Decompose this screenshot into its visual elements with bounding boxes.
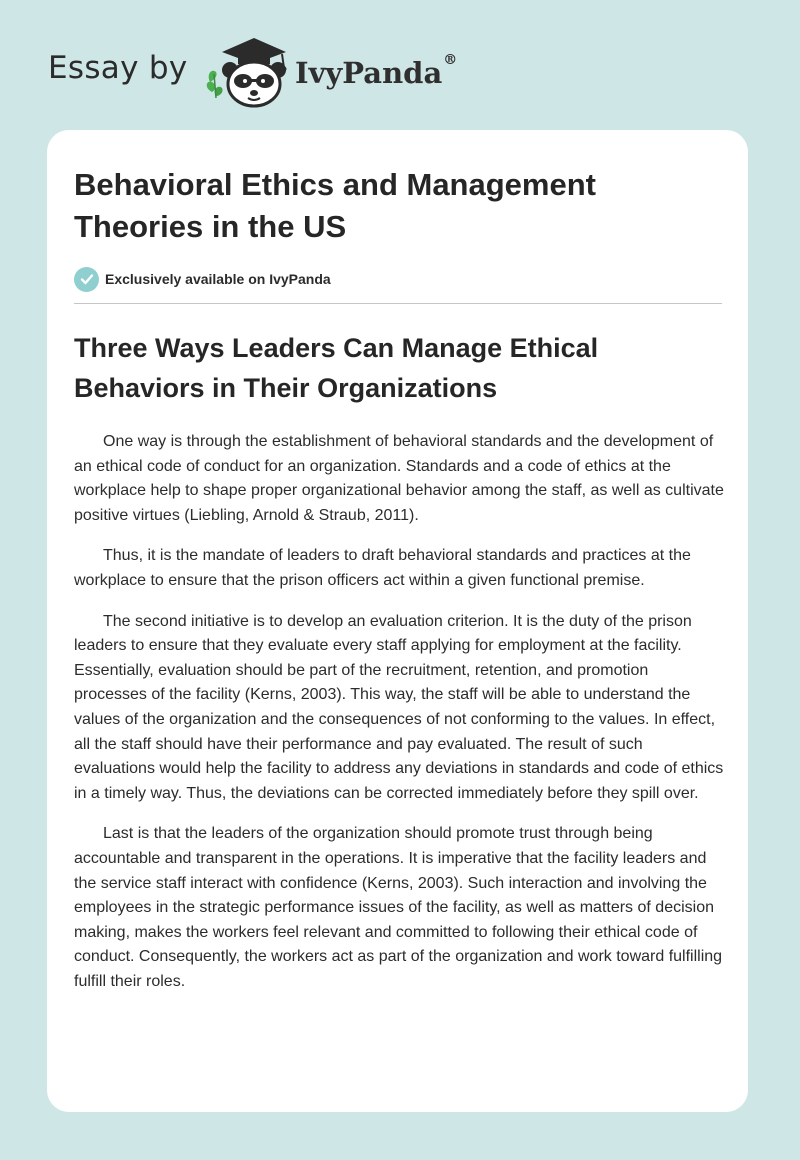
divider [74, 303, 722, 304]
section-heading: Three Ways Leaders Can Manage Ethical Behaviors in Their Organizations [74, 333, 599, 403]
paragraph: One way is through the establishment of behavioral standards and the development of an ethical code of conduct for an organization. Standards and a code of ethics at the workplace help to shape proper organizational behavior among the staff, as well as cultivate positive virtues (Liebling, Arnold & Straub, 2011). [74, 433, 724, 524]
registered-mark: ® [443, 52, 458, 68]
essay-title: Behavioral Ethics and Management Theories in the US [74, 167, 596, 244]
essay-card [47, 130, 748, 1112]
exclusive-label: Exclusively available on IvyPanda [105, 271, 331, 287]
site-header [48, 30, 508, 110]
exclusive-badge [74, 266, 722, 292]
panda-graduate-icon[interactable] [202, 34, 298, 110]
essay-by-label: Essay by [48, 50, 188, 86]
paragraph: Thus, it is the mandate of leaders to draft behavioral standards and practices at the workplace to ensure that the prison officers act within a given functional premise. [74, 547, 691, 589]
paragraph: The second initiative is to develop an evaluation criterion. It is the duty of the prison leaders to ensure that they evaluate every staff applying for employment at the facility. Essentially, evaluation should be part of the recruitment, retention, and promotion processes of the facility (Kerns, 2003). This way, the staff will be able to understand the values of the organization and the consequences of not conforming to the values. In effect, all the staff should have their performance and pay evaluated. The result of such evaluations would help the facility to address any deviations in standards and code of ethics in a timely way. Thus, the deviations can be corrected immediately before they spill over. [74, 612, 724, 802]
brand-name[interactable]: IvyPanda® [295, 52, 458, 90]
checkmark-icon [74, 267, 99, 292]
essay-body [74, 430, 724, 994]
paragraph: Last is that the leaders of the organization should promote trust through being accountable and transparent in the operations. It is imperative that the facility leaders and the service staff interact with confidence (Kerns, 2003). Such interaction and involving the employees in the strategic performance issues of the facility, as well as matters of decision making, makes the workers feel relevant and committed to following their ethical code of conduct. Consequently, the workers act as part of the organization and work toward fulfilling fulfill their roles. [74, 825, 723, 990]
